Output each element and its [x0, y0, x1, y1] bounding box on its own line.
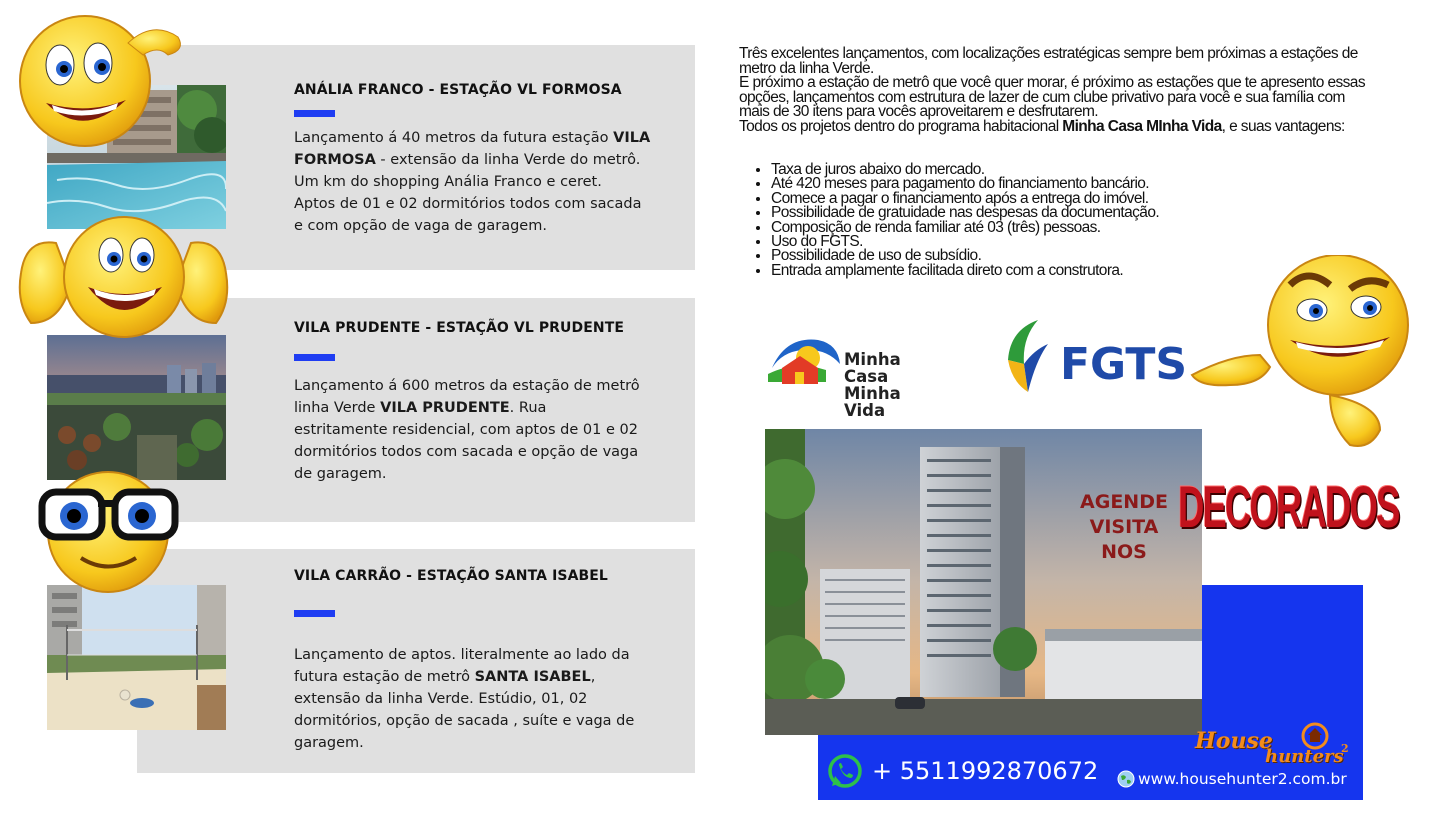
benefit-item: • Entrada amplamente facilitada direto com a construtora. [771, 264, 1159, 278]
brand-text: hunters [1265, 746, 1344, 767]
benefit-item: • Uso do FGTS. [771, 235, 1159, 249]
card-text: Aptos de 01 e 02 dormitórios todos com sacada e com opção de vaga de garagem. [294, 196, 642, 234]
decorados-heading: DECORADOS [1178, 475, 1399, 540]
benefits-list [754, 163, 1159, 278]
card-text: , extensão da linha Verde. Estúdio, 01, 02 dormitórios, opção de sacada , suíte e vaga de garagem. [294, 669, 635, 751]
agende-visita-text [1070, 490, 1178, 565]
title-accent-bar [294, 610, 335, 617]
mcmv-logo-text: Minha Vida [844, 384, 901, 420]
intro-text: Todos os projetos dentro do programa habitacional [739, 117, 1063, 135]
title-accent-bar [294, 354, 335, 361]
benefit-item: • Composição de renda familiar até 03 (três) pessoas. [771, 221, 1159, 235]
card-text-bold: VILA FORMOSA [294, 130, 651, 168]
intro-text: E próximo a estação de metrô que você quer morar, é próximo as estações que te apresento essas opções, lançamentos com estrutura de lazer de cum clube privativo para você e sua família com mais de 30 itens para vocês aproveitarem e desfrutarem. [739, 74, 1365, 121]
mcmv-logo-text: Minha Casa [844, 350, 901, 386]
card-text: Lançamento á 40 metros da futura estação [294, 130, 614, 146]
whatsapp-icon[interactable] [826, 752, 864, 790]
benefit-item: • Comece a pagar o financiamento após a entrega do imóvel. [771, 192, 1159, 206]
fgts-logo [1004, 320, 1188, 395]
card-title-analia-franco: ANÁLIA FRANCO - ESTAÇÃO VL FORMOSA [294, 82, 622, 98]
benefit-item: • Possibilidade de gratuidade nas despesas da documentação. [771, 206, 1159, 220]
card-title-vila-carrao: VILA CARRÃO - ESTAÇÃO SANTA ISABEL [294, 568, 608, 584]
rooftop-terrace-photo [47, 335, 226, 480]
thumbs-up-smiley-emoji-icon [16, 213, 231, 347]
contact-panel [1202, 585, 1363, 735]
card-text: Lançamento de aptos. literalmente ao lado da futura estação de metrô [294, 647, 630, 685]
mcmv-house-icon [766, 334, 842, 388]
house-icon [1301, 722, 1329, 750]
card-body-vila-prudente [294, 375, 644, 485]
intro-text: Três excelentes lançamentos, com localizações estratégicas sempre bem próximas a estações de metro da linha Verde. [739, 45, 1358, 77]
pointing-smiley-emoji-icon [1190, 255, 1415, 459]
card-text-bold: SANTA ISABEL [474, 669, 591, 685]
benefit-item: • Possibilidade de uso de subsídio. [771, 249, 1159, 263]
intro-text-bold: Minha Casa MInha Vida [1062, 117, 1222, 135]
brand-text: House [1195, 728, 1273, 754]
beach-volley-court-photo [47, 585, 226, 730]
agende-line: VISITA NOS [1089, 516, 1159, 563]
intro-paragraph [739, 47, 1369, 135]
nerd-glasses-smiley-emoji-icon [36, 470, 181, 599]
thinking-smiley-emoji-icon [18, 15, 188, 154]
globe-icon [1117, 770, 1135, 788]
card-title-vila-prudente: VILA PRUDENTE - ESTAÇÃO VL PRUDENTE [294, 320, 625, 336]
house-hunters-logo [1195, 722, 1355, 772]
card-text: Lançamento á 600 metros da estação de metrô linha Verde [294, 378, 640, 416]
benefit-item: • Até 420 meses para pagamento do financiamento bancário. [771, 177, 1159, 191]
card-text: - extensão da linha Verde do metrô. Um km do shopping Anália Franco e ceret. [294, 152, 641, 190]
benefit-item: • Taxa de juros abaixo do mercado. [771, 163, 1159, 177]
phone-number[interactable]: + 5511992870672 [872, 757, 1099, 785]
fgts-leaf-icon [1004, 320, 1050, 394]
card-text: . Rua estritamente residencial, com aptos de 01 e 02 dormitórios todos com sacada e opção de vaga de garagem. [294, 400, 639, 482]
title-accent-bar [294, 110, 335, 117]
building-render-photo [765, 429, 1202, 735]
intro-text: , e suas vantagens: [1221, 117, 1345, 135]
website-link[interactable]: www.househunter2.com.br [1138, 770, 1347, 788]
agende-line: AGENDE [1080, 491, 1168, 513]
fgts-logo-text: FGTS [1060, 339, 1188, 390]
brand-superscript: 2 [1341, 742, 1349, 755]
card-body-analia-franco [294, 127, 654, 237]
card-text-bold: VILA PRUDENTE [380, 400, 510, 416]
minha-casa-minha-vida-logo [766, 334, 946, 420]
card-body-vila-carrao [294, 644, 644, 754]
